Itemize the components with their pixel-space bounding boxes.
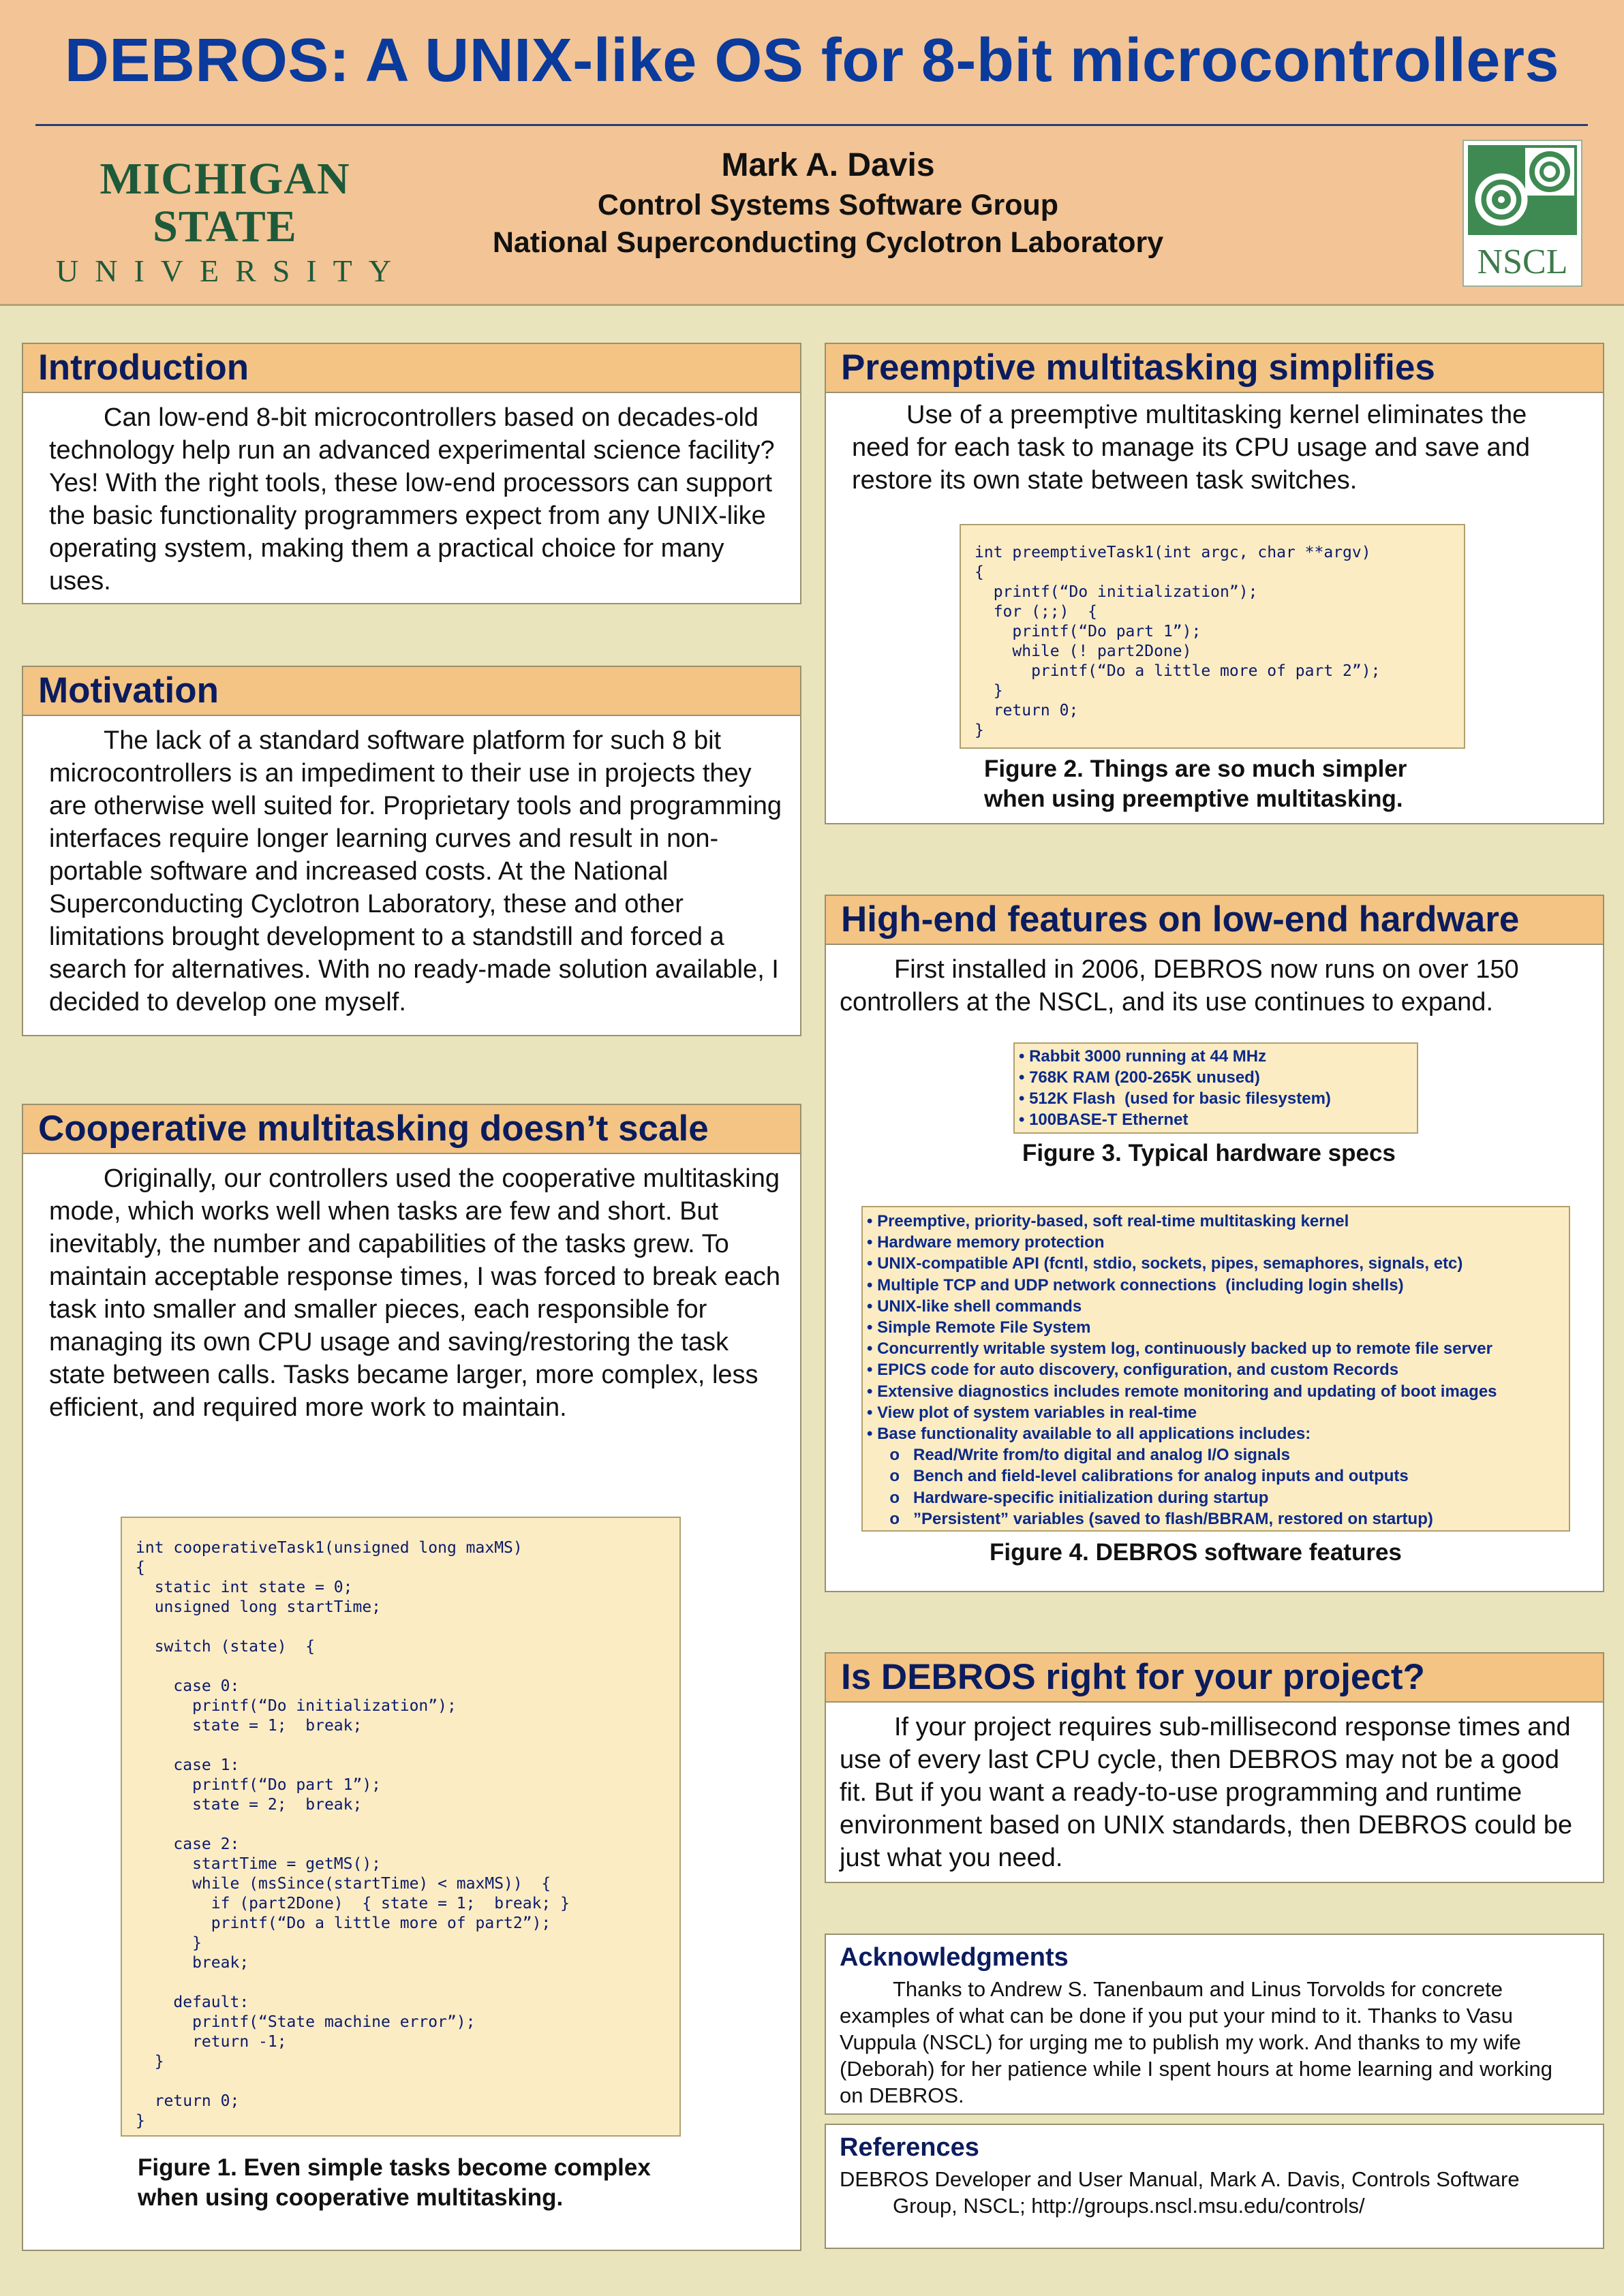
author-lab: National Superconducting Cyclotron Laboratory [492,226,1164,259]
poster-title: DEBROS: A UNIX-like OS for 8-bit microcontrollers [64,27,1560,95]
feature-item: • UNIX-like shell commands [867,1297,1082,1316]
spec-item: • 100BASE-T Ethernet [1019,1111,1189,1129]
preemptive-text: Use of a preemptive multitasking kernel eliminates the need for each task to manage its CPU usage and save and restore its own state between task switches. [852,401,1530,495]
figure2-caption-line1: Figure 2. Things are so much simpler [984,756,1407,782]
figure4-caption: Figure 4. DEBROS software features [990,1539,1402,1566]
title-divider [35,124,1588,126]
author-name: Mark A. Davis [721,147,935,183]
figure3-caption: Figure 3. Typical hardware specs [1022,1140,1396,1166]
preemptive-panel [825,343,1604,824]
feature-subitem: o Read/Write from/to digital and analog I/O signals [867,1446,1290,1465]
feature-item: • EPICS code for auto discovery, configuration, and custom Records [867,1361,1399,1380]
acknowledgments-heading: Acknowledgments [840,1943,1069,1972]
author-block [341,144,1315,262]
feature-item: • Preemptive, priority-based, soft real-time multitasking kernel [867,1212,1349,1230]
reference-line1: DEBROS Developer and User Manual, Mark A. Davis, Controls Software [840,2167,1520,2191]
figure1-caption [138,2153,651,2213]
highend-panel [825,895,1604,1592]
spec-item: • Rabbit 3000 running at 44 MHz [1019,1047,1267,1066]
feature-subitem: o Bench and field-level calibrations for analog inputs and outputs [867,1467,1409,1486]
motivation-text: The lack of a standard software platform for such 8 bit microcontrollers is an impediment to their use in projects they are otherwise well suited for. Proprietary tools and programming interfaces require longer learning curves and result in non-portable software and increased costs. At the National Superconducting Cyclotron Laboratory, these and other limitations brought development to a standstill and forced a search for alternatives. With no ready-made solution available, I decided to develop one myself. [49,726,782,1017]
feature-item: • Simple Remote File System [867,1318,1091,1337]
highend-heading: High-end features on low-end hardware [826,896,1603,945]
figure1-caption-line1: Figure 1. Even simple tasks become complex [138,2154,651,2181]
introduction-text: Can low-end 8-bit microcontrollers based on decades-old technology help run an advanced experimental science facility? Yes! With the right tools, these low-end processors can support the basic functionality programmers expect from any UNIX-like operating system, making them a practical choice for many uses. [49,403,775,595]
feature-item: • Multiple TCP and UDP network connections (including login shells) [867,1275,1404,1294]
msu-logo-line2: UNIVERSITY [56,253,408,288]
fit-text: If your project requires sub-millisecond response times and use of every last CPU cycle, then DEBROS may not be a good fit. But if you want a ready-to-use programming and runtime environment based on UNIX standards, then DEBROS could be just what you need. [840,1713,1573,1872]
figure2-code: int preemptiveTask1(int argc, char **argv) { printf(“Do initialization”); for (;;) { printf(“Do part 1”); while (! part2Done) printf(“Do a little more of part 2”); } return 0; } [960,524,1465,749]
figure2-caption-line2: when using preemptive multitasking. [984,786,1403,812]
reference-line2: Group, NSCL; http://groups.nscl.msu.edu/controls/ [893,2194,1365,2218]
references-panel [825,2124,1604,2249]
msu-logo-line1: MICHIGAN STATE [99,154,350,251]
figure3-specs [1013,1042,1418,1134]
figure1-caption-line2: when using cooperative multitasking. [138,2184,564,2211]
feature-subitem: o Hardware-specific initialization during startup [867,1488,1269,1507]
acknowledgments-panel [825,1934,1604,2115]
cooperative-panel [22,1104,801,2251]
feature-item: • Concurrently writable system log, continuously backed up to remote file server [867,1339,1492,1359]
feature-item: • Base functionality available to all applications includes: [867,1425,1311,1444]
highend-text: First installed in 2006, DEBROS now runs on over 150 controllers at the NSCL, and its use continues to expand. [840,955,1519,1017]
spec-item: • 768K RAM (200-265K unused) [1019,1068,1260,1087]
feature-item: • Extensive diagnostics includes remote monitoring and updating of boot images [867,1382,1497,1401]
poster-header [0,0,1624,306]
feature-item: • Hardware memory protection [867,1233,1105,1252]
author-group: Control Systems Software Group [597,189,1059,221]
feature-subitem: o ”Persistent” variables (saved to flash/BBRAM, restored on startup) [867,1509,1433,1528]
nscl-logo [1462,140,1582,287]
nscl-logo-text: NSCL [1477,243,1568,281]
feature-item: • View plot of system variables in real-time [867,1403,1197,1422]
figure2-caption [984,754,1407,814]
fit-heading: Is DEBROS right for your project? [826,1654,1603,1703]
cooperative-heading: Cooperative multitasking doesn’t scale [23,1105,800,1154]
references-heading: References [840,2133,979,2162]
acknowledgments-text: Thanks to Andrew S. Tanenbaum and Linus Torvolds for concrete examples of what can be done if you put your mind to it. Thanks to Vasu Vuppula (NSCL) for urging me to publish my work. And thanks to my wife (Deborah) for her patience while I spent hours at home learning and working on DEBROS. [840,1977,1552,2107]
feature-item: • UNIX-compatible API (fcntl, stdio, sockets, pipes, semaphores, signals, etc) [867,1254,1463,1273]
figure1-code: int cooperativeTask1(unsigned long maxMS) { static int state = 0; unsigned long startTime; switch (state) { case 0: printf(“Do initialization”); state = 1; break; case 1: printf(“Do part 1”); state = 2; break; case 2: startTime = getMS(); while (msSince(startTime) < maxMS)) { if (part2Done) { state = 1; break; } printf(“Do a little more of part2”); } break; default: printf(“State machine error”); return -1; } return 0; } [121,1517,681,2137]
preemptive-heading: Preemptive multitasking simplifies [826,344,1603,393]
motivation-panel [22,666,801,1036]
introduction-panel [22,343,801,604]
motivation-heading: Motivation [23,667,800,716]
nscl-logo-icon [1464,141,1581,285]
introduction-heading: Introduction [23,344,800,393]
spec-item: • 512K Flash (used for basic filesystem) [1019,1089,1331,1108]
figure4-features [861,1206,1570,1532]
fit-panel [825,1652,1604,1883]
cooperative-text: Originally, our controllers used the cooperative multitasking mode, which works well when tasks are few and short. But inevitably, the number and capabilities of the tasks grew. To maintain acceptable response times, I was forced to break each task into smaller and smaller pieces, each responsible for managing its own CPU usage and saving/restoring the task state between calls. Tasks became larger, more complex, less efficient, and required more work to maintain. [49,1164,781,1422]
